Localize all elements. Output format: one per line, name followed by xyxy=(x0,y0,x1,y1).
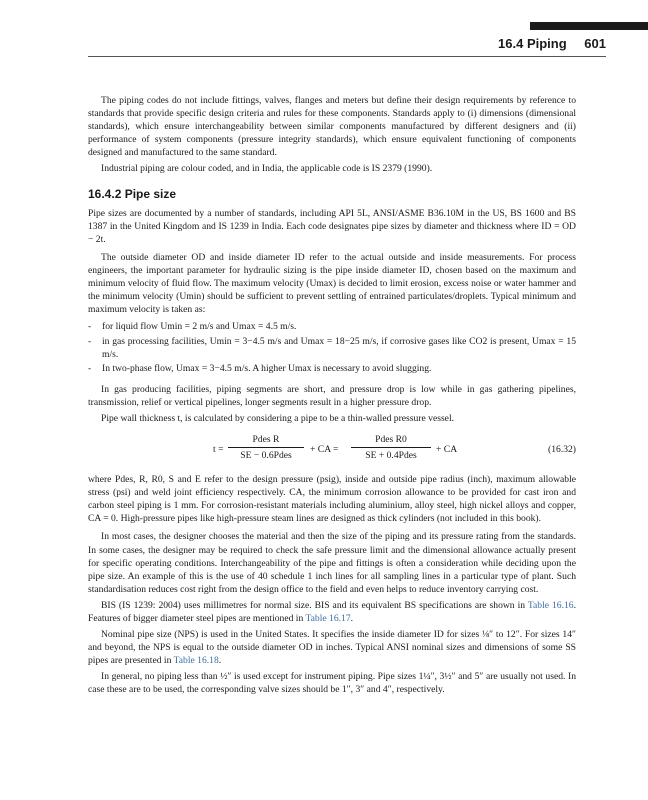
header-rule xyxy=(88,56,606,57)
pipe-size-paragraph-7 xyxy=(88,599,576,625)
p7-text-b: . Features of bigger diameter steel pipes are mentioned in xyxy=(88,599,577,624)
fraction-1-denominator: SE − 0.6Pdes xyxy=(240,450,292,462)
pipe-size-paragraph-6: In most cases, the designer chooses the material and then the size of the piping and its pressure rating from the standards. In some cases, the designer may be required to check the safe pressure limit and the dimensional allowance actually present for specific operating conditions. Interchangeability of the pipe and fittings is often a consideration while deciding upon the pipe size. An example of this is the use of 40 schedule 1 inch lines for all sampling lines in a particular type of plant. Such standardisation reduces cost right from the design office to the field and even helps to reduce inventory carrying cost. xyxy=(88,531,576,595)
pipe-size-paragraph-1: Pipe sizes are documented by a number of standards, including API 5L, ANSI/ASME B36.10M in the US, BS 1600 and BS 1387 in the United Kingdom and IS 1239 in India. Each code designates pipe sizes by diameter and thickness where ID = OD − 2t. xyxy=(88,207,576,245)
equation-lhs: t = xyxy=(213,444,224,456)
fraction-1 xyxy=(228,433,304,462)
list-item: - In two-phase flow, Umax = 3−4.5 m/s. A higher Umax is necessary to avoid slugging. xyxy=(88,362,432,374)
fraction-2-denominator: SE + 0.4Pdes xyxy=(365,450,417,462)
intro-paragraph-1: The piping codes do not include fittings, valves, flanges and meters but define their design requirements by reference to standards that provide specific design criteria and rules for these components. Standards apply to (i) dimensions (dimensional standards), which ensure interchangeability between similar components manufactured by different designers and (ii) performance of system components (pressure integrity standards), which ensure equivalent functioning of components designed and manufactured to the same standard. xyxy=(88,95,576,159)
p7-text-a: BIS (IS 1239: 2004) uses millimetres for normal size. BIS and its equivalent BS specifications are shown in xyxy=(101,599,528,611)
header-accent-block xyxy=(530,22,648,30)
velocity-list xyxy=(88,320,576,374)
list-item-text: In two-phase flow, Umax = 3−4.5 m/s. A higher Umax is necessary to avoid slugging. xyxy=(102,362,432,374)
running-section-title: 16.4 Piping xyxy=(498,36,567,51)
list-item: - for liquid flow Umin = 2 m/s and Umax = 4.5 m/s. xyxy=(88,321,297,333)
pipe-size-paragraph-5: where Pdes, R, R0, S and E refer to the design pressure (psig), inside and outside pipe radius (inch), maximum allowable stress (psi) and weld joint efficiency respectively. CA, the minimum corrosion allowance to be provided for cast iron and carbon steel piping is 1 mm. For corrosion-resistant materials including aluminium, alloy steel, high nickel alloys and copper, CA = 0. High-pressure pipes like high-pressure steam lines are designed as thick cylinders (not included in this book). xyxy=(88,474,576,525)
page-number: 601 xyxy=(584,36,606,51)
pipe-size-paragraph-8 xyxy=(88,628,576,667)
table-16-17-link[interactable]: Table 16.17 xyxy=(305,613,351,624)
p8-text-b: . xyxy=(218,655,222,667)
pipe-size-paragraph-4: Pipe wall thickness t, is calculated by considering a pipe to be a thin-walled pressure vessel. xyxy=(101,412,455,424)
fraction-2-numerator: Pdes R0 xyxy=(351,433,431,448)
list-item-text: for liquid flow Umin = 2 m/s and Umax = 4.5 m/s. xyxy=(102,321,297,333)
page-body xyxy=(88,94,576,700)
equation-plus-2: + CA xyxy=(436,444,458,456)
running-header xyxy=(498,36,606,51)
intro-paragraph-2: Industrial piping are colour coded, and in India, the applicable code is IS 2379 (1990). xyxy=(101,163,433,175)
p7-text-c: . xyxy=(350,613,354,624)
list-item: - in gas processing facilities, Umin = 3−4.5 m/s and Umax = 18−25 m/s, if corrosive gases like CO2 is present, Umax = 15 m/s. xyxy=(88,335,576,360)
table-16-18-link[interactable]: Table 16.18 xyxy=(173,655,219,667)
table-16-16-link[interactable]: Table 16.16 xyxy=(527,599,574,611)
pipe-size-paragraph-2: The outside diameter OD and inside diameter ID refer to the actual outside and inside measurements. For process engineers, the important parameter for hydraulic sizing is the pipe inside diameter ID, chosen based on the maximum and minimum velocity of fluid flow. The maximum velocity (Umax) is decided to limit erosion, excess noise or water hammer and the minimum velocity (Umin) should be sufficient to prevent settling of entrained particulates/droplets. Typical minimum and maximum velocity is taken as: xyxy=(88,251,576,316)
equation-16-32 xyxy=(88,431,576,467)
top-bar xyxy=(0,0,648,30)
list-item-text: in gas processing facilities, Umin = 3−4.5 m/s and Umax = 18−25 m/s, if corrosive gases like CO2 is present, Umax = 15 m/s. xyxy=(102,335,576,360)
pipe-size-paragraph-9: In general, no piping less than ½″ is used except for instrument piping. Pipe sizes 1¼″, 3½″ and 5″ are usually not used. In case these are to be used, the corresponding valve sizes should be 1″, 3″ and 4″, respectively. xyxy=(88,671,576,696)
equation-plus-1: + CA = xyxy=(310,444,339,456)
fraction-2 xyxy=(351,433,431,462)
fraction-1-numerator: Pdes R xyxy=(228,433,304,448)
equation-number: (16.32) xyxy=(548,444,576,456)
section-heading: 16.4.2 Pipe size xyxy=(88,186,177,201)
p8-text-a: Nominal pipe size (NPS) is used in the United States. It specifies the inside diameter ID for sizes ⅛″ to 12″. For sizes 14″ and beyond, the NPS is equal to the outside diameter OD in inches. Typical ANSI nominal sizes and dimensions of some SS pipes are presented in xyxy=(88,629,576,667)
pipe-size-paragraph-3: In gas producing facilities, piping segments are short, and pressure drop is low while in gas gathering pipelines, transmission, relief or vertical pipelines, longer segments result in a higher pressure drop. xyxy=(88,383,576,408)
